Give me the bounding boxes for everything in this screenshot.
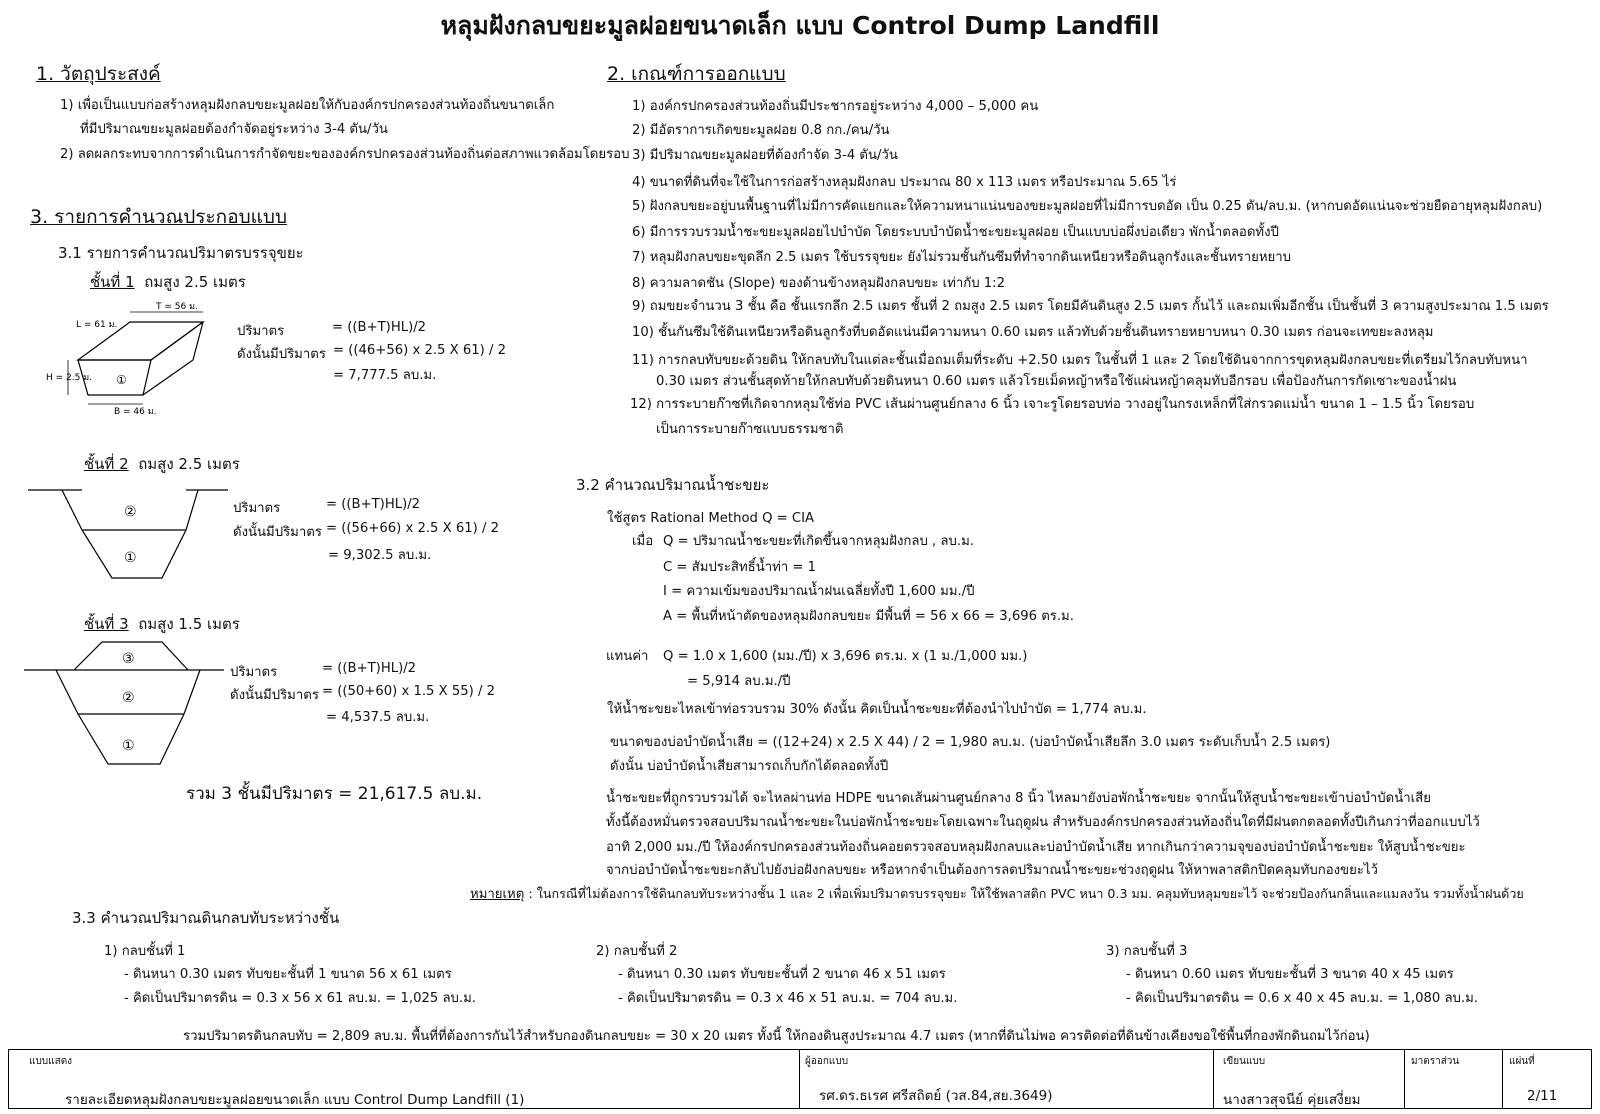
note — [470, 883, 1524, 904]
layer3-height: ถมสูง 1.5 เมตร — [138, 615, 240, 633]
sec1-line: ที่มีปริมาณขยะมูลฝอยต้องกำจัดอยู่ระหว่าง 3-4 ตัน/วัน — [80, 122, 388, 137]
title-block-divider — [1502, 1050, 1503, 1108]
sec2-line: 0.30 เมตร ส่วนชั้นสุดท้ายให้กลบทับด้วยดินหนา 0.60 เมตร แล้วโรยเม็ดหญ้าหรือใช้แผ่นหญ้าคลุมทับอีกรอบ เพื่อป้องกันการกัดเซาะของน้ำฝน — [656, 374, 1457, 389]
leachate-para-line: ทั้งนี้ต้องหมั่นตรวจสอบปริมาณน้ำชะขยะในบ่อพักน้ำชะขยะโดยเฉพาะในฤดูฝน สำหรับองค์กรปกครองส่วนท้องถิ่นใดที่มีฝนตกตลอดทั้งปีเกินกว่าที่ออกแบบไว้ — [606, 815, 1480, 830]
dim-t: T = 56 ม. — [156, 302, 198, 312]
sec2-line: 12) การระบายก๊าซที่เกิดจากหลุมใช้ท่อ PVC เส้นผ่านศูนย์กลาง 6 นิ้ว เจาะรูโดยรอบท่อ วางอยู่ในกรงเหล็กที่ใส่กรวดแม่น้ำ ขนาด 1 – 1.5 นิ้ว โดยรอบ — [630, 397, 1475, 412]
title-block-divider — [1213, 1050, 1214, 1108]
layer2-title — [84, 452, 240, 476]
layer3-formula: = ((B+T)HL)/2 — [322, 661, 417, 676]
sec1-line: 1) เพื่อเป็นแบบก่อสร้างหลุมฝังกลบขยะมูลฝอยให้กับองค์กรปกครองส่วนท้องถิ่นขนาดเล็ก — [60, 98, 555, 113]
def-q: Q = ปริมาณน้ำชะขยะที่เกิดขึ้นจากหลุมฝังกลบ , ลบ.ม. — [663, 534, 974, 549]
sec2-line: 7) หลุมฝังกลบขยะขุดลึก 2.5 เมตร ใช้บรรจุขยะ ยังไม่รวมชั้นกันซึมที่ทำจากดินเหนียวหรือดินลูกรังและชั้นทรายหยาบ — [632, 250, 1292, 265]
drafter-value: นางสาวสุจนีย์ คุ่ยเสงี่ยม — [1223, 1092, 1361, 1108]
layer-number: ① — [116, 373, 127, 387]
layer2-volume-label: ดังนั้นมีปริมาตร — [233, 525, 322, 540]
sec2-line: 4) ขนาดที่ดินที่จะใช้ในการก่อสร้างหลุมฝังกลบ ประมาณ 80 x 113 เมตร หรือประมาณ 5.65 ไร่ — [632, 175, 1177, 190]
section-1-heading: 1. วัตถุประสงค์ — [36, 63, 161, 85]
sec2-line: 1) องค์กรปกครองส่วนท้องถิ่นมีประชากรอยู่ระหว่าง 4,000 – 5,000 คน — [632, 99, 1039, 114]
sec2-line: เป็นการระบายก๊าซแบบธรรมชาติ — [656, 422, 844, 437]
cover-col-line: - ดินหนา 0.30 เมตร ทับขยะชั้นที่ 1 ขนาด 56 x 61 เมตร — [124, 967, 452, 982]
sec1-line: 2) ลดผลกระทบจากการดำเนินการกำจัดขยะขององค์กรปกครองส่วนท้องถิ่นต่อสภาพแวดล้อมโดยรอบ — [60, 147, 630, 162]
layer3-cross-section-diagram — [24, 640, 224, 770]
layer3-formula-label: ปริมาตร — [230, 665, 278, 680]
shows-label: แบบแสดง — [29, 1056, 73, 1067]
note-label: หมายเหตุ — [470, 887, 525, 902]
def-i: I = ความเข้มของปริมาณน้ำฝนเฉลี่ยทั้งปี 1,600 มม./ปี — [663, 584, 975, 599]
layer2-label: ชั้นที่ 2 — [84, 455, 129, 473]
sub-3-1-heading: 3.1 รายการคำนวณปริมาตรบรรจุขยะ — [58, 244, 304, 262]
layer1-volume-result: = 7,777.5 ลบ.ม. — [333, 368, 437, 383]
layer3-volume-result: = 4,537.5 ลบ.ม. — [326, 710, 430, 725]
layer1-label: ชั้นที่ 1 — [90, 273, 135, 291]
sub-3-2-heading: 3.2 คำนวณปริมาณน้ำชะขยะ — [576, 476, 770, 494]
sec2-line: 11) การกลบทับขยะด้วยดิน ให้กลบทับในแต่ละชั้นเมื่อถมเต็มที่ระดับ +2.50 เมตร ในชั้นที่ 1 และ 2 โดยใช้ดินจากการขุดหลุมฝังกลบขยะที่เตรียมไว้กลบทับหนา — [632, 353, 1528, 368]
subst-line-1: Q = 1.0 x 1,600 (มม./ปี) x 3,696 ตร.ม. x (1 ม./1,000 มม.) — [663, 649, 1028, 664]
title-block — [8, 1049, 1592, 1109]
layer2-formula: = ((B+T)HL)/2 — [326, 497, 421, 512]
def-a: A = พื้นที่หน้าตัดของหลุมฝังกลบขยะ มีพื้นที่ = 56 x 66 = 3,696 ตร.ม. — [663, 609, 1074, 624]
subst-label: แทนค่า — [606, 649, 649, 664]
sheet-value: 2/11 — [1527, 1088, 1558, 1104]
page-title: หลุมฝังกลบขยะมูลฝอยขนาดเล็ก แบบ Control Dump Landfill — [440, 11, 1160, 40]
shows-value: รายละเอียดหลุมฝังกลบขยะมูลฝอยขนาดเล็ก แบบ Control Dump Landfill (1) — [65, 1092, 525, 1108]
layer-number-1: ① — [122, 738, 135, 754]
layer2-formula-label: ปริมาตร — [233, 501, 281, 516]
layer3-label: ชั้นที่ 3 — [84, 615, 129, 633]
dim-l: L = 61 ม. — [76, 320, 118, 330]
title-block-divider — [1404, 1050, 1405, 1108]
layer1-volume-label: ดังนั้นมีปริมาตร — [237, 347, 326, 362]
layer1-formula: = ((B+T)HL)/2 — [332, 320, 427, 335]
title-block-divider — [799, 1050, 800, 1108]
cover-col-line: - คิดเป็นปริมาตรดิน = 0.3 x 56 x 61 ลบ.ม. = 1,025 ลบ.ม. — [124, 991, 476, 1006]
dim-h: H = 2.5 ม. — [46, 373, 92, 383]
sec2-line: 10) ชั้นกันซึมใช้ดินเหนียวหรือดินลูกรังที่บดอัดแน่นมีความหนา 0.60 เมตร แล้วทับด้วยชั้นดินทรายหยาบหนา 0.30 เมตร ก่อนจะเทขยะลงหลุม — [632, 325, 1434, 340]
layer2-cross-section-diagram — [28, 482, 228, 582]
def-c: C = สัมประสิทธิ์น้ำท่า = 1 — [663, 560, 817, 575]
sec2-line: 9) ถมขยะจำนวน 3 ชั้น คือ ชั้นแรกลึก 2.5 เมตร ชั้นที่ 2 ถมสูง 2.5 เมตร โดยมีคันดินสูง 2.5 เมตร กั้นไว้ และถมเพิ่มอีกชั้น เป็นชั้นที่ 3 ความสูงประมาณ 1.5 เมตร — [632, 299, 1549, 314]
cover-col-line: - คิดเป็นปริมาตรดิน = 0.3 x 46 x 51 ลบ.ม. = 704 ลบ.ม. — [618, 991, 958, 1006]
layer2-height: ถมสูง 2.5 เมตร — [138, 455, 240, 473]
sec2-line: 6) มีการรวบรวมน้ำชะขยะมูลฝอยไปบำบัด โดยระบบบำบัดน้ำชะขยะมูลฝอย เป็นแบบบ่อผึ่งบ่อเดียว พักน้ำตลอดทั้งปี — [632, 225, 1279, 240]
total-volume: รวม 3 ชั้นมีปริมาตร = 21,617.5 ลบ.ม. — [186, 784, 483, 804]
sec2-line: 2) มีอัตราการเกิดขยะมูลฝอย 0.8 กก./คน/วัน — [632, 123, 890, 138]
cover-col-line: - คิดเป็นปริมาตรดิน = 0.6 x 40 x 45 ลบ.ม. = 1,080 ลบ.ม. — [1126, 991, 1478, 1006]
layer-number-2: ② — [122, 690, 135, 706]
cover-summary: รวมปริมาตรดินกลบทับ = 2,809 ลบ.ม. พื้นที่ที่ต้องการกันไว้สำหรับกองดินกลบขยะ = 30 x 20 เมตร ทั้งนี้ ให้กองดินสูงประมาณ 4.7 เมตร (หากที่ดินไม่พอ ควรติดต่อที่ดินข้างเคียงขอใช้พื้นที่กองพักดินถมไว้ก่อน) — [183, 1029, 1370, 1044]
layer-number-3: ③ — [122, 651, 135, 667]
sec2-line: 8) ความลาดชัน (Slope) ของด้านข้างหลุมฝังกลบขยะ เท่ากับ 1:2 — [632, 276, 1006, 291]
drafter-label: เขียนแบบ — [1223, 1056, 1266, 1067]
layer-number-2: ② — [124, 504, 137, 520]
section-2-heading: 2. เกณฑ์การออกแบบ — [607, 63, 786, 85]
layer3-volume-calc: = ((50+60) x 1.5 X 55) / 2 — [322, 684, 496, 699]
cover-col-line: - ดินหนา 0.60 เมตร ทับขยะชั้นที่ 3 ขนาด 40 x 45 เมตร — [1126, 967, 1454, 982]
leachate-para-line: จากบ่อบำบัดน้ำชะขยะกลับไปยังบ่อฝังกลบขยะ หรือหากจำเป็นต้องการลดปริมาณน้ำชะขยะช่วงฤดูฝน ให้หาพลาสติกปิดคลุมทับกองขยะไว้ — [606, 863, 1378, 878]
leachate-para-line: น้ำชะขยะที่ถูกรวบรวมได้ จะไหลผ่านท่อ HDPE ขนาดเส้นผ่านศูนย์กลาง 8 นิ้ว ไหลมายังบ่อพักน้ำชะขยะ จากนั้นให้สูบน้ำชะขยะเข้าบ่อบำบัดน้ำเสีย — [606, 791, 1431, 806]
designer-value: รศ.ดร.ธเรศ ศรีสถิตย์ (วส.84,สย.3649) — [819, 1088, 1053, 1104]
layer1-volume-calc: = ((46+56) x 2.5 X 61) / 2 — [333, 343, 507, 358]
layer3-volume-label: ดังนั้นมีปริมาตร — [230, 688, 319, 703]
section-3-heading: 3. รายการคำนวณประกอบแบบ — [30, 206, 288, 228]
sheet-label: แผ่นที่ — [1509, 1056, 1535, 1067]
designer-label: ผู้ออกแบบ — [805, 1056, 849, 1067]
rational-formula: ใช้สูตร Rational Method Q = CIA — [607, 511, 815, 526]
layer-number-1: ① — [124, 550, 137, 566]
where-label: เมื่อ — [632, 534, 654, 549]
dim-b: B = 46 ม. — [114, 407, 157, 417]
cover-col-heading: 3) กลบชั้นที่ 3 — [1106, 944, 1188, 959]
sec2-line: 3) มีปริมาณขยะมูลฝอยที่ต้องกำจัด 3-4 ตัน/วัน — [632, 148, 898, 163]
pond-size-line: ขนาดของบ่อบำบัดน้ำเสีย = ((12+24) x 2.5 X 44) / 2 = 1,980 ลบ.ม. (บ่อบำบัดน้ำเสียลึก 3.0 เมตร ระดับเก็บน้ำ 2.5 เมตร) — [610, 735, 1331, 750]
layer1-title — [90, 270, 246, 294]
layer2-volume-result: = 9,302.5 ลบ.ม. — [328, 548, 432, 563]
layer1-formula-label: ปริมาตร — [237, 324, 285, 339]
layer3-title — [84, 612, 240, 636]
flow-line: ให้น้ำชะขยะไหลเข้าท่อรวบรวม 30% ดังนั้น คิดเป็นน้ำชะขยะที่ต้องนำไปบำบัด = 1,774 ลบ.ม. — [607, 702, 1147, 717]
scale-label: มาตราส่วน — [1411, 1056, 1460, 1067]
pond-capacity-line: ดังนั้น บ่อบำบัดน้ำเสียสามารถเก็บกักได้ตลอดทั้งปี — [610, 759, 889, 774]
leachate-para-line: อาทิ 2,000 มม./ปี ให้องค์กรปกครองส่วนท้องถิ่นคอยตรวจสอบหลุมฝังกลบและบ่อบำบัดน้ำเสีย หากเกินกว่าความจุของบ่อบำบัดน้ำชะขยะ ให้สูบน้ำชะขยะ — [606, 840, 1466, 855]
note-text: : ในกรณีที่ไม่ต้องการใช้ดินกลบทับระหว่างชั้น 1 และ 2 เพื่อเพิ่มปริมาตรบรรจุขยะ ให้ใช้พลาสติก PVC หนา 0.3 มม. คลุมทับหลุมขยะไว้ จะช่วยป้องกันกลิ่นและแมลงวัน รวมทั้งน้ำฝนด้วย — [528, 886, 1524, 901]
sec2-line: 5) ฝังกลบขยะอยู่บนพื้นฐานที่ไม่มีการคัดแยกและให้ความหนาแน่นของขยะมูลฝอยที่ไม่มีการบดอัด เป็น 0.25 ตัน/ลบ.ม. (หากบดอัดแน่นจะช่วยยืดอายุหลุมฝังกลบ) — [632, 199, 1543, 214]
subst-line-2: = 5,914 ลบ.ม./ปี — [687, 674, 791, 689]
layer1-trapezoid-diagram — [46, 300, 208, 417]
cover-col-line: - ดินหนา 0.30 เมตร ทับขยะชั้นที่ 2 ขนาด 46 x 51 เมตร — [618, 967, 946, 982]
layer2-volume-calc: = ((56+66) x 2.5 X 61) / 2 — [326, 521, 500, 536]
layer1-height: ถมสูง 2.5 เมตร — [144, 273, 246, 291]
sub-3-3-heading: 3.3 คำนวณปริมาณดินกลบทับระหว่างชั้น — [72, 909, 340, 927]
cover-col-heading: 2) กลบชั้นที่ 2 — [596, 944, 678, 959]
cover-col-heading: 1) กลบชั้นที่ 1 — [104, 944, 186, 959]
